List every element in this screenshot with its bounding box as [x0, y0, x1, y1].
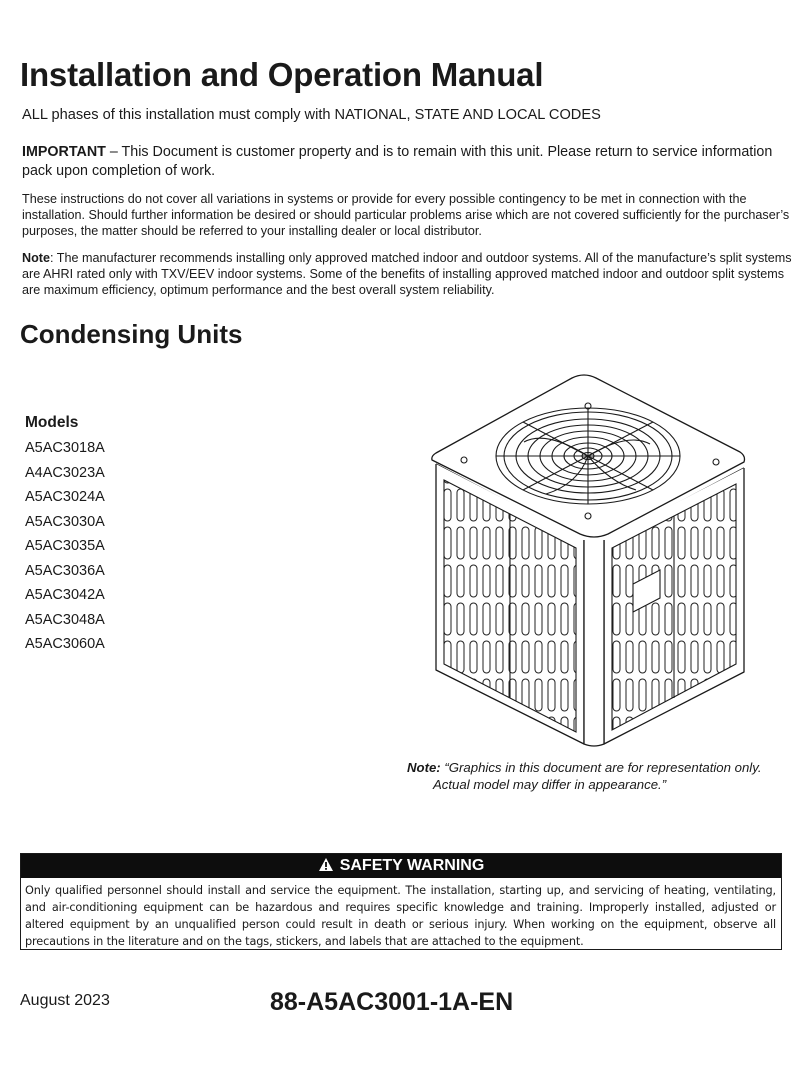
warning-triangle-icon — [318, 857, 334, 872]
graphics-note-line1: “Graphics in this document are for representation only. — [440, 760, 762, 775]
publication-date: August 2023 — [20, 992, 110, 1009]
document-number: 88-A5AC3001-1A-EN — [270, 988, 514, 1016]
matched-systems-note — [22, 250, 792, 298]
document-title: Installation and Operation Manual — [20, 56, 544, 93]
models-heading: Models — [25, 414, 79, 431]
safety-warning-box — [20, 853, 782, 950]
model-item: A5AC3060A — [25, 636, 105, 652]
safety-warning-title: SAFETY WARNING — [339, 857, 485, 874]
instructions-paragraph: These instructions do not cover all variations in systems or provide for every possible contingency to be met in connection with the installation. Should further information be desired or should particular problems arise which are not covered sufficiently for the purchaser’s purposes, the matter should be referred to your installing dealer or local distributor. — [22, 192, 790, 238]
graphics-note-line2: Actual model may differ in appearance.” — [433, 777, 667, 792]
safety-warning-header — [21, 854, 781, 878]
graphics-note-label: Note: — [407, 760, 441, 775]
note-label: Note — [22, 251, 50, 265]
note-text: : The manufacturer recommends installing only approved matched indoor and outdoor systems. All of the manufacture’s split systems are AHRI rated only with TXV/EEV indoor systems. Some of the benefits of installing approved matched indoor and outdoor split systems are maximum efficiency, optimum performance and the best overall system reliability. — [22, 251, 792, 297]
model-item: A5AC3036A — [25, 562, 105, 579]
model-item: A4AC3023A — [25, 464, 105, 481]
model-item: A5AC3030A — [25, 513, 105, 530]
safety-warning-text: Only qualified personnel should install and service the equipment. The installation, starting up, and servicing of heating, ventilating, and air-conditioning equipment can be hazardous and requires specific knowledge and training. Improperly installed, adjusted or altered equipment by an unqualified person could result in death or serious injury. When working on the equipment, observe all precautions in the literature and on the tags, stickers, and labels that are attached to the equipment. — [25, 884, 776, 948]
model-item: A5AC3042A — [25, 587, 105, 603]
important-text: – This Document is customer property and is to remain with this unit. Please return to service information pack upon completion of work. — [22, 144, 773, 179]
section-title: Condensing Units — [20, 319, 243, 349]
important-notice — [22, 143, 790, 181]
important-label: IMPORTANT — [22, 144, 106, 160]
codes-notice: ALL phases of this installation must comply with NATIONAL, STATE AND LOCAL CODES — [22, 107, 601, 123]
models-list — [25, 440, 105, 661]
model-item: A5AC3035A — [25, 538, 105, 554]
graphics-disclaimer — [407, 759, 762, 793]
model-item: A5AC3024A — [25, 489, 105, 505]
model-item: A5AC3048A — [25, 611, 105, 628]
condensing-unit-illustration — [428, 372, 756, 750]
model-item: A5AC3018A — [25, 440, 105, 456]
